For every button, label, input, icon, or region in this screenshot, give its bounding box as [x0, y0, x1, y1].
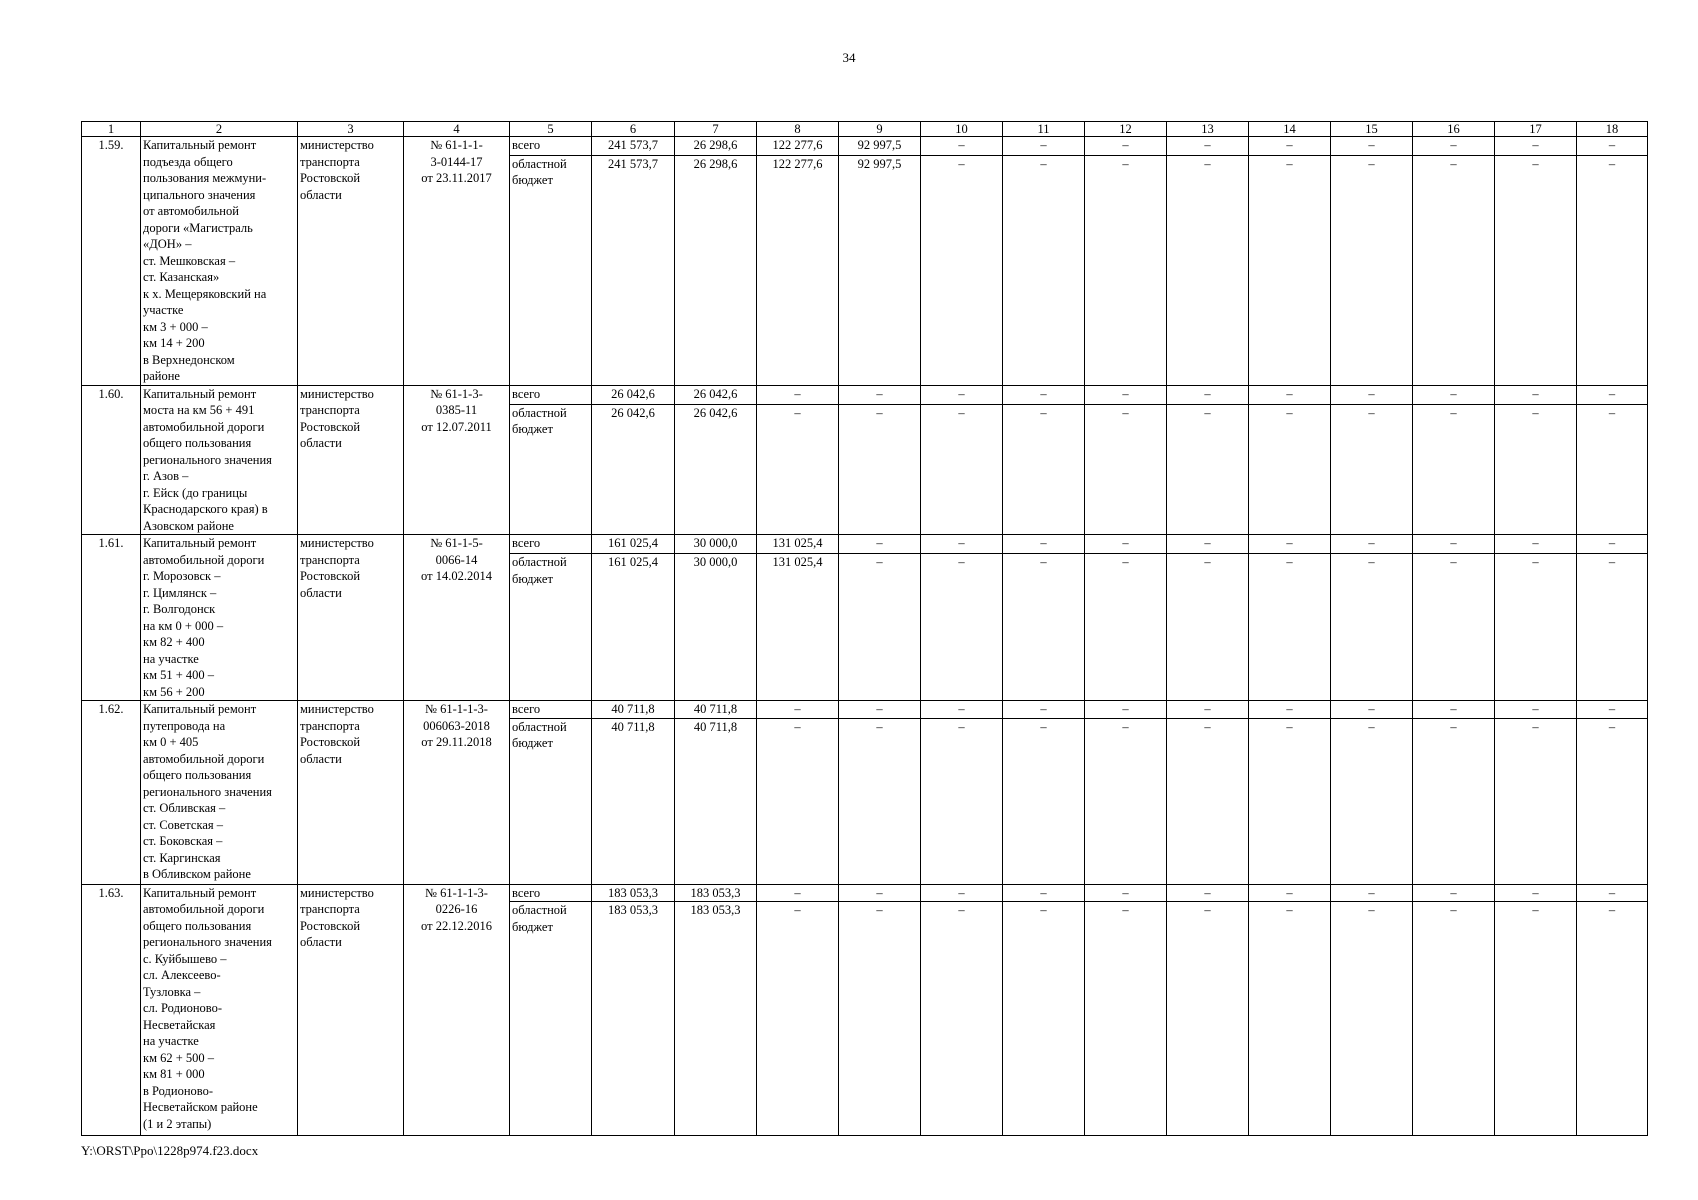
value-col-8: – — [757, 404, 839, 534]
value-col-17: – — [1495, 884, 1577, 902]
measure-name: Капитальный ремонт автомобильной дороги г. Морозовск – г. Цимлянск – г. Волгодонск на км 0 + 000 – км 82 + 400 на участке км 51 + 400 – км 56 + 200 — [141, 535, 298, 701]
row-number: 1.60. — [82, 385, 141, 535]
value-col-13: – — [1167, 385, 1249, 404]
value-col-9: – — [839, 554, 921, 701]
value-col-12: – — [1085, 155, 1167, 385]
column-number-12: 12 — [1085, 122, 1167, 137]
value-col-7: 30 000,0 — [675, 554, 757, 701]
value-col-6: 241 573,7 — [592, 137, 675, 156]
value-col-6: 183 053,3 — [592, 902, 675, 1136]
value-col-17: – — [1495, 385, 1577, 404]
value-col-17: – — [1495, 554, 1577, 701]
value-col-14: – — [1249, 385, 1331, 404]
value-col-7: 40 711,8 — [675, 718, 757, 884]
table-row — [82, 385, 1648, 404]
value-col-13: – — [1167, 535, 1249, 554]
funding-source: всего — [510, 701, 592, 719]
row-number: 1.63. — [82, 884, 141, 1136]
value-col-17: – — [1495, 718, 1577, 884]
value-col-15: – — [1331, 902, 1413, 1136]
value-col-14: – — [1249, 902, 1331, 1136]
value-col-11: – — [1003, 554, 1085, 701]
value-col-13: – — [1167, 404, 1249, 534]
value-col-10: – — [921, 137, 1003, 156]
column-number-15: 15 — [1331, 122, 1413, 137]
value-col-12: – — [1085, 884, 1167, 902]
value-col-11: – — [1003, 902, 1085, 1136]
executor: министерство транспорта Ростовской области — [298, 535, 404, 701]
value-col-17: – — [1495, 137, 1577, 156]
value-col-6: 26 042,6 — [592, 404, 675, 534]
value-col-14: – — [1249, 701, 1331, 719]
value-col-10: – — [921, 884, 1003, 902]
value-col-10: – — [921, 902, 1003, 1136]
table-row — [82, 137, 1648, 156]
column-number-9: 9 — [839, 122, 921, 137]
value-col-6: 40 711,8 — [592, 718, 675, 884]
value-col-14: – — [1249, 404, 1331, 534]
value-col-16: – — [1413, 404, 1495, 534]
value-col-17: – — [1495, 404, 1577, 534]
budget-table — [81, 121, 1648, 1136]
funding-source: областной бюджет — [510, 718, 592, 884]
executor: министерство транспорта Ростовской области — [298, 385, 404, 535]
value-col-15: – — [1331, 404, 1413, 534]
value-col-18: – — [1577, 554, 1648, 701]
value-col-9: – — [839, 535, 921, 554]
value-col-7: 26 042,6 — [675, 385, 757, 404]
value-col-11: – — [1003, 718, 1085, 884]
value-col-16: – — [1413, 701, 1495, 719]
document-number: № 61-1-1-3- 006063-2018 от 29.11.2018 — [404, 701, 510, 885]
value-col-18: – — [1577, 404, 1648, 534]
column-number-row — [82, 122, 1648, 137]
value-col-8: 122 277,6 — [757, 155, 839, 385]
value-col-11: – — [1003, 385, 1085, 404]
value-col-13: – — [1167, 137, 1249, 156]
table-row — [82, 884, 1648, 902]
measure-name: Капитальный ремонт путепровода на км 0 + 405 автомобильной дороги общего пользования регионального значения ст. Обливская – ст. Советская – ст. Боковская – ст. Каргинская в Обливском районе — [141, 701, 298, 885]
value-col-8: – — [757, 884, 839, 902]
value-col-16: – — [1413, 155, 1495, 385]
value-col-9: 92 997,5 — [839, 137, 921, 156]
value-col-15: – — [1331, 137, 1413, 156]
value-col-15: – — [1331, 884, 1413, 902]
value-col-8: – — [757, 701, 839, 719]
value-col-10: – — [921, 385, 1003, 404]
value-col-16: – — [1413, 535, 1495, 554]
row-number: 1.62. — [82, 701, 141, 885]
value-col-15: – — [1331, 535, 1413, 554]
row-number: 1.59. — [82, 137, 141, 386]
value-col-6: 183 053,3 — [592, 884, 675, 902]
value-col-12: – — [1085, 554, 1167, 701]
measure-name: Капитальный ремонт моста на км 56 + 491 автомобильной дороги общего пользования регионального значения г. Азов – г. Ейск (до границы Краснодарского края) в Азовском районе — [141, 385, 298, 535]
value-col-18: – — [1577, 902, 1648, 1136]
value-col-6: 40 711,8 — [592, 701, 675, 719]
value-col-14: – — [1249, 137, 1331, 156]
funding-source: всего — [510, 385, 592, 404]
value-col-7: 26 042,6 — [675, 404, 757, 534]
value-col-15: – — [1331, 701, 1413, 719]
executor: министерство транспорта Ростовской области — [298, 884, 404, 1136]
column-number-1: 1 — [82, 122, 141, 137]
funding-source: областной бюджет — [510, 155, 592, 385]
value-col-15: – — [1331, 554, 1413, 701]
table-row — [82, 535, 1648, 554]
executor: министерство транспорта Ростовской области — [298, 701, 404, 885]
value-col-17: – — [1495, 535, 1577, 554]
value-col-9: – — [839, 902, 921, 1136]
value-col-18: – — [1577, 137, 1648, 156]
value-col-9: – — [839, 701, 921, 719]
value-col-6: 161 025,4 — [592, 535, 675, 554]
value-col-14: – — [1249, 884, 1331, 902]
value-col-18: – — [1577, 535, 1648, 554]
value-col-8: 122 277,6 — [757, 137, 839, 156]
funding-source: областной бюджет — [510, 554, 592, 701]
value-col-18: – — [1577, 718, 1648, 884]
value-col-10: – — [921, 701, 1003, 719]
value-col-8: – — [757, 385, 839, 404]
value-col-12: – — [1085, 137, 1167, 156]
value-col-7: 183 053,3 — [675, 884, 757, 902]
value-col-7: 40 711,8 — [675, 701, 757, 719]
value-col-18: – — [1577, 884, 1648, 902]
value-col-12: – — [1085, 718, 1167, 884]
value-col-9: 92 997,5 — [839, 155, 921, 385]
column-number-7: 7 — [675, 122, 757, 137]
value-col-10: – — [921, 718, 1003, 884]
funding-source: всего — [510, 884, 592, 902]
value-col-14: – — [1249, 155, 1331, 385]
value-col-8: 131 025,4 — [757, 535, 839, 554]
value-col-15: – — [1331, 155, 1413, 385]
table-row — [82, 701, 1648, 719]
measure-name: Капитальный ремонт подъезда общего пользования межмуни- ципального значения от автомобильной дороги «Магистраль «ДОН» – ст. Мешковская – ст. Казанская» к х. Мещеряковский на участке км 3 + 000 – км 14 + 200 в Верхнедонском районе — [141, 137, 298, 386]
value-col-11: – — [1003, 701, 1085, 719]
value-col-13: – — [1167, 701, 1249, 719]
column-number-13: 13 — [1167, 122, 1249, 137]
value-col-14: – — [1249, 535, 1331, 554]
budget-table-container — [81, 121, 1626, 1136]
column-number-17: 17 — [1495, 122, 1577, 137]
value-col-8: – — [757, 902, 839, 1136]
column-number-8: 8 — [757, 122, 839, 137]
value-col-15: – — [1331, 385, 1413, 404]
column-number-18: 18 — [1577, 122, 1648, 137]
value-col-9: – — [839, 718, 921, 884]
value-col-6: 161 025,4 — [592, 554, 675, 701]
document-number: № 61-1-1- 3-0144-17 от 23.11.2017 — [404, 137, 510, 386]
value-col-6: 26 042,6 — [592, 385, 675, 404]
value-col-12: – — [1085, 701, 1167, 719]
measure-name: Капитальный ремонт автомобильной дороги общего пользования регионального значения с. Куйбышево – сл. Алексеево- Тузловка – сл. Родионово- Несветайская на участке км 62 + 500 – км 81 + 000 в Родионово- Несветайском районе (1 и 2 этапы) — [141, 884, 298, 1136]
value-col-12: – — [1085, 535, 1167, 554]
value-col-17: – — [1495, 701, 1577, 719]
funding-source: всего — [510, 137, 592, 156]
value-col-7: 26 298,6 — [675, 137, 757, 156]
value-col-7: 183 053,3 — [675, 902, 757, 1136]
executor: министерство транспорта Ростовской области — [298, 137, 404, 386]
value-col-7: 30 000,0 — [675, 535, 757, 554]
footer-file-path: Y:\ORST\Ppo\1228p974.f23.docx — [81, 1143, 259, 1158]
column-number-5: 5 — [510, 122, 592, 137]
value-col-12: – — [1085, 404, 1167, 534]
column-number-10: 10 — [921, 122, 1003, 137]
value-col-11: – — [1003, 137, 1085, 156]
value-col-10: – — [921, 404, 1003, 534]
column-number-4: 4 — [404, 122, 510, 137]
value-col-15: – — [1331, 718, 1413, 884]
value-col-17: – — [1495, 155, 1577, 385]
value-col-11: – — [1003, 404, 1085, 534]
value-col-17: – — [1495, 902, 1577, 1136]
value-col-14: – — [1249, 718, 1331, 884]
value-col-10: – — [921, 155, 1003, 385]
column-number-11: 11 — [1003, 122, 1085, 137]
value-col-13: – — [1167, 718, 1249, 884]
value-col-16: – — [1413, 902, 1495, 1136]
value-col-14: – — [1249, 554, 1331, 701]
document-number: № 61-1-3- 0385-11 от 12.07.2011 — [404, 385, 510, 535]
value-col-10: – — [921, 535, 1003, 554]
value-col-8: – — [757, 718, 839, 884]
value-col-18: – — [1577, 701, 1648, 719]
column-number-14: 14 — [1249, 122, 1331, 137]
value-col-10: – — [921, 554, 1003, 701]
value-col-18: – — [1577, 385, 1648, 404]
value-col-16: – — [1413, 385, 1495, 404]
value-col-12: – — [1085, 902, 1167, 1136]
value-col-13: – — [1167, 554, 1249, 701]
value-col-13: – — [1167, 884, 1249, 902]
funding-source: областной бюджет — [510, 404, 592, 534]
column-number-6: 6 — [592, 122, 675, 137]
funding-source: всего — [510, 535, 592, 554]
value-col-11: – — [1003, 535, 1085, 554]
value-col-9: – — [839, 385, 921, 404]
funding-source: областной бюджет — [510, 902, 592, 1136]
value-col-16: – — [1413, 137, 1495, 156]
value-col-9: – — [839, 884, 921, 902]
value-col-6: 241 573,7 — [592, 155, 675, 385]
value-col-16: – — [1413, 884, 1495, 902]
column-number-3: 3 — [298, 122, 404, 137]
value-col-16: – — [1413, 718, 1495, 884]
value-col-13: – — [1167, 902, 1249, 1136]
value-col-8: 131 025,4 — [757, 554, 839, 701]
page-number: 34 — [842, 50, 856, 65]
value-col-13: – — [1167, 155, 1249, 385]
value-col-11: – — [1003, 884, 1085, 902]
value-col-7: 26 298,6 — [675, 155, 757, 385]
document-number: № 61-1-5- 0066-14 от 14.02.2014 — [404, 535, 510, 701]
document-number: № 61-1-1-3- 0226-16 от 22.12.2016 — [404, 884, 510, 1136]
column-number-16: 16 — [1413, 122, 1495, 137]
value-col-9: – — [839, 404, 921, 534]
value-col-11: – — [1003, 155, 1085, 385]
value-col-18: – — [1577, 155, 1648, 385]
value-col-12: – — [1085, 385, 1167, 404]
table-body — [82, 137, 1648, 1136]
column-number-2: 2 — [141, 122, 298, 137]
row-number: 1.61. — [82, 535, 141, 701]
value-col-16: – — [1413, 554, 1495, 701]
